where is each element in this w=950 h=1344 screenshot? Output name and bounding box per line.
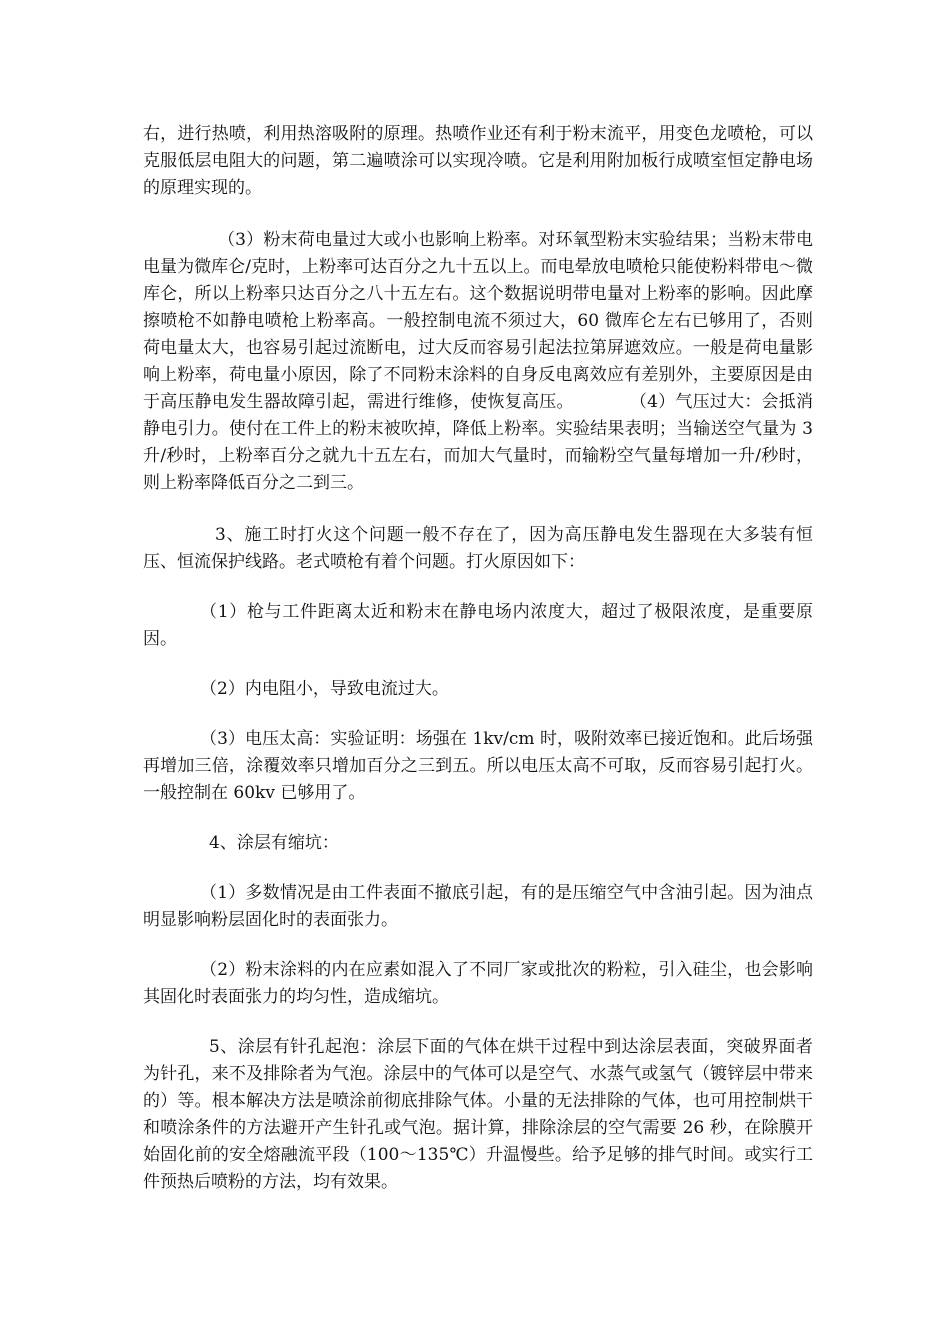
paragraph-air-pressure-text: （4）气压过大：会抵消静电引力。使付在工件上的粉末被吹掉，降低上粉率。实验结果表明；当输送空气量为 3 升/秒时，上粉率百分之就九十五左右，而加大气量时，而输粉空气量每增加一升/秒时，则上粉率降低百分之二到三。	[143, 392, 814, 493]
paragraph-hot-spray: 右，进行热喷，利用热溶吸附的原理。热喷作业还有利于粉末流平，用变色龙喷枪，可以克服低层电阻大的问题，第二遍喷涂可以实现冷喷。它是利用附加板行成喷室恒定静电场的原理实现的。	[143, 124, 813, 198]
document-page	[143, 121, 813, 1196]
paragraph-sparking-cause-2: （2）内电阻小，导致电流过大。	[200, 679, 449, 699]
paragraph-charge-text: （3）粉末荷电量过大或小也影响上粉率。对环氧型粉末实验结果；当粉末带电电量为微库仑/克时，上粉率可达百分之九十五以上。而电晕放电喷枪只能使粉料带电～微库仑，所以上粉率只达百分之八十五左右。这个数据说明带电量对上粉率的影响。因此摩擦喷枪不如静电喷枪上粉率高。一般控制电流不须过大，60 微库仑左右已够用了，否则荷电量太大，也容易引起过流断电，过大反而容易引起法拉第屏遮效应。一般是荷电量影响上粉率，荷电量小原因，除了不同粉末涂料的自身反电离效应有差别外，主要原因是由于高压静电发生器故障引起，需进行维修，使恢复高压。	[143, 230, 813, 412]
paragraph-craters-cause-2: （2）粉末涂料的内在应素如混入了不同厂家或批次的粉粒，引入硅尘，也会影响其固化时表面张力的均匀性，造成缩坑。	[143, 960, 813, 1007]
paragraph-craters-cause-1: （1）多数情况是由工件表面不撤底引起，有的是压缩空气中含油引起。因为油点明显影响粉层固化时的表面张力。	[143, 883, 813, 930]
heading-craters: 4、涂层有缩坑：	[209, 833, 339, 853]
paragraph-sparking-cause-3: （3）电压太高：实验证明：场强在 1kv/cm 时，吸附效率已接近饱和。此后场强再增加三倍，涂覆效率只增加百分之三到五。所以电压太高不可取，反而容易引起打火。一般控制在 60kv 已够用了。	[143, 729, 813, 803]
paragraph-pinholes: 5、涂层有针孔起泡：涂层下面的气体在烘干过程中到达涂层表面，突破界面者为针孔，来不及排除者为气泡。涂层中的气体可以是空气、水蒸气或氢气（镀锌层中带来的）等。根本解决方法是喷涂前彻底排除气体。小量的无法排除的气体，也可用控制烘干和喷涂条件的方法避开产生针孔或气泡。据计算，排除涂层的空气需要 26 秒，在除膜开始固化前的安全熔融流平段（100～135℃）升温慢些。给予足够的排气时间。或实行工件预热后喷粉的方法，均有效果。	[143, 1037, 813, 1192]
paragraph-charge-amount	[143, 227, 813, 497]
paragraph-sparking: 3、施工时打火这个问题一般不存在了，因为高压静电发生器现在大多装有恒压、恒流保护线路。老式喷枪有着个问题。打火原因如下：	[143, 525, 813, 572]
paragraph-sparking-cause-1: （1）枪与工件距离太近和粉末在静电场内浓度大，超过了极限浓度，是重要原因。	[143, 602, 813, 649]
